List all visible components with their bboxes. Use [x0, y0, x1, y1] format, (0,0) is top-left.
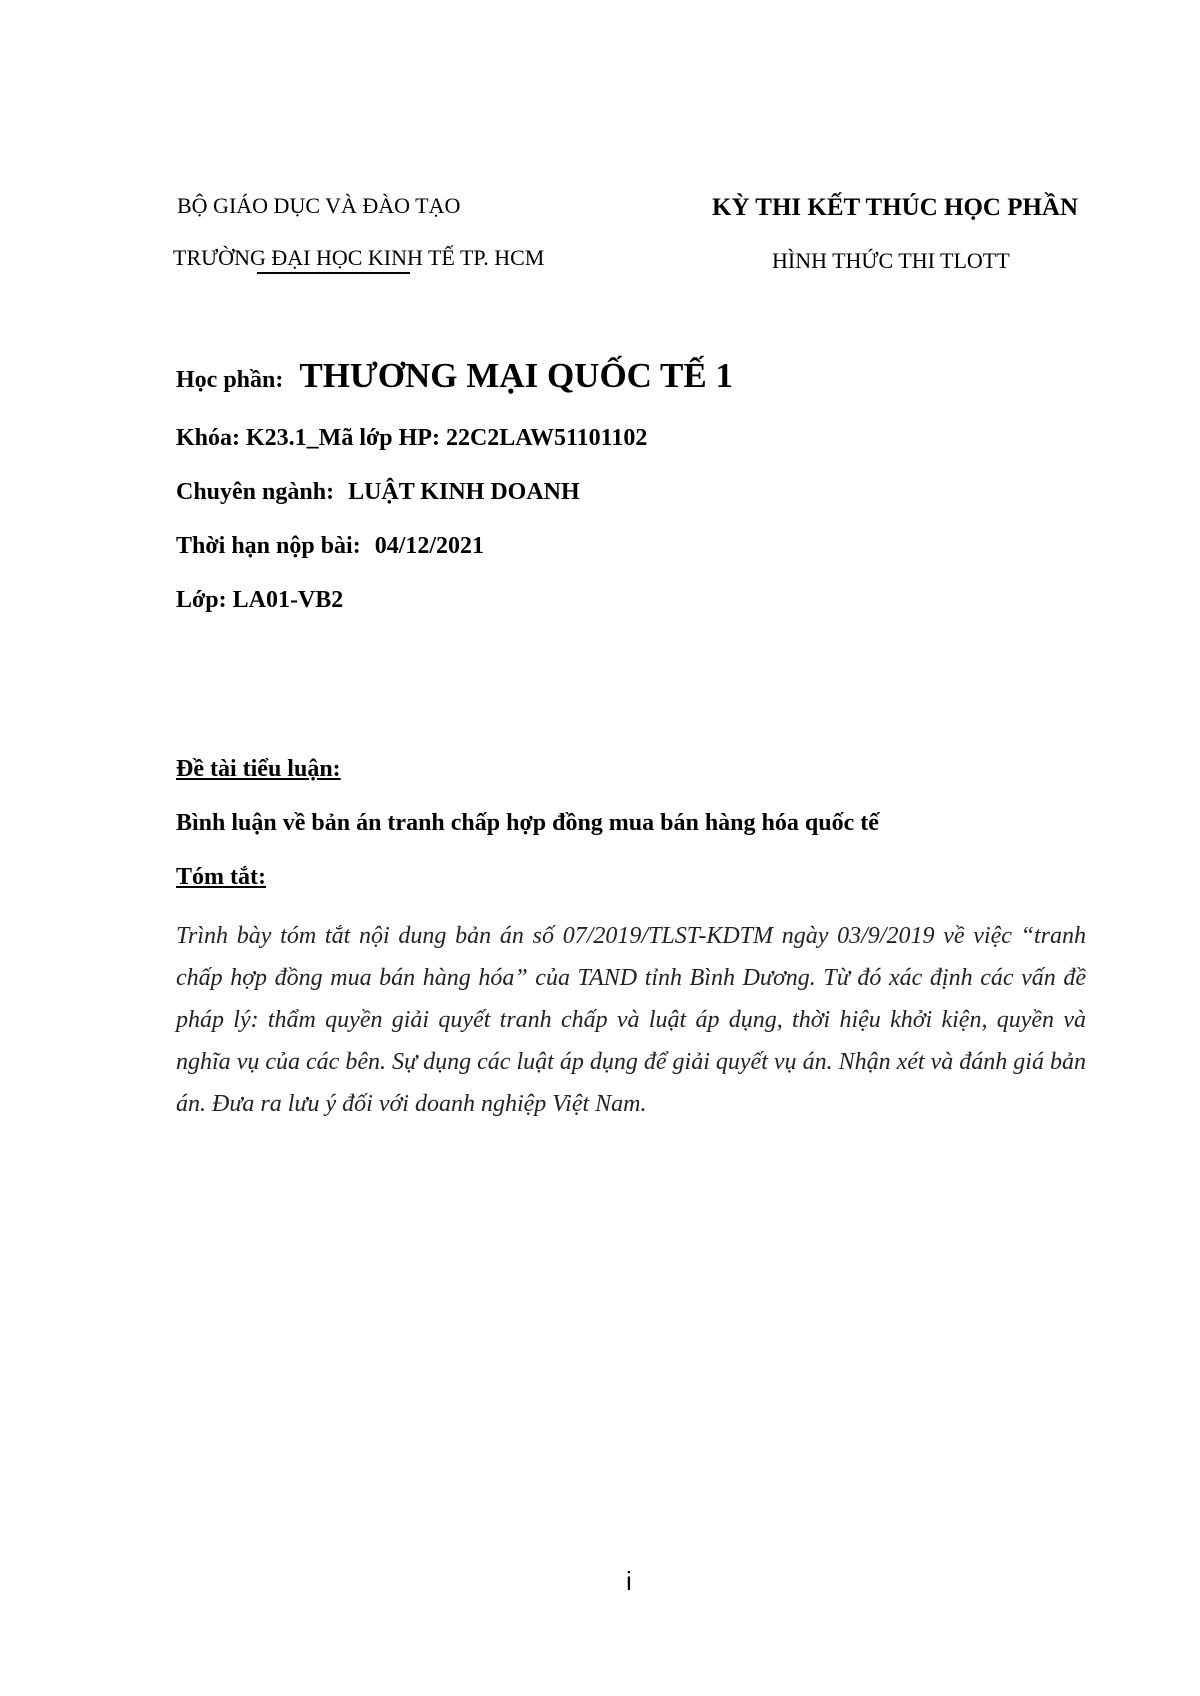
summary-text: Trình bày tóm tắt nội dung bản án số 07/2019/TLST-KDTM ngày 03/9/2019 về việc “tranh chấp hợp đồng mua bán hàng hóa” của TAND tỉnh Bình Dương. Từ đó xác định các vấn đề pháp lý: thẩm quyền giải quyết tranh chấp và luật áp dụng, thời hiệu khởi kiện, quyền và nghĩa vụ của các bên. Sự dụng các luật áp dụng để giải quyết vụ án. Nhận xét và đánh giá bản án. Đưa ra lưu ý đối với doanh nghiệp Việt Nam.: [176, 923, 1086, 1117]
university-name: TRƯỜNG ĐẠI HỌC KINH TẾ TP. HCM: [173, 245, 545, 270]
exam-format: HÌNH THỨC THI TLOTT: [772, 248, 1010, 273]
course-name: THƯƠNG MẠI QUỐC TẾ 1: [299, 356, 733, 395]
summary-heading: Tóm tắt:: [176, 864, 266, 890]
class-code: Lớp: LA01-VB2: [176, 587, 344, 613]
major-label: Chuyên ngành:: [176, 479, 335, 505]
deadline-value: 04/12/2021: [374, 533, 485, 559]
topic-title: Bình luận về bản án tranh chấp hợp đồng mua bán hàng hóa quốc tế: [176, 810, 879, 836]
major-row: [176, 479, 580, 506]
course-code: Khóa: K23.1_Mã lớp HP: 22C2LAW51101102: [176, 425, 648, 451]
exam-title: KỲ THI KẾT THÚC HỌC PHẦN: [712, 194, 1079, 221]
course-label: Học phần:: [176, 367, 284, 393]
course-row: [176, 356, 733, 396]
deadline-row: [176, 533, 484, 560]
page-number: i: [626, 1566, 632, 1596]
ministry-name: BỘ GIÁO DỤC VÀ ĐÀO TẠO: [177, 193, 461, 218]
major-value: LUẬT KINH DOANH: [348, 479, 580, 505]
deadline-label: Thời hạn nộp bài:: [176, 533, 361, 559]
university-underline: [257, 272, 410, 274]
topic-heading: Đề tài tiểu luận:: [176, 756, 341, 782]
